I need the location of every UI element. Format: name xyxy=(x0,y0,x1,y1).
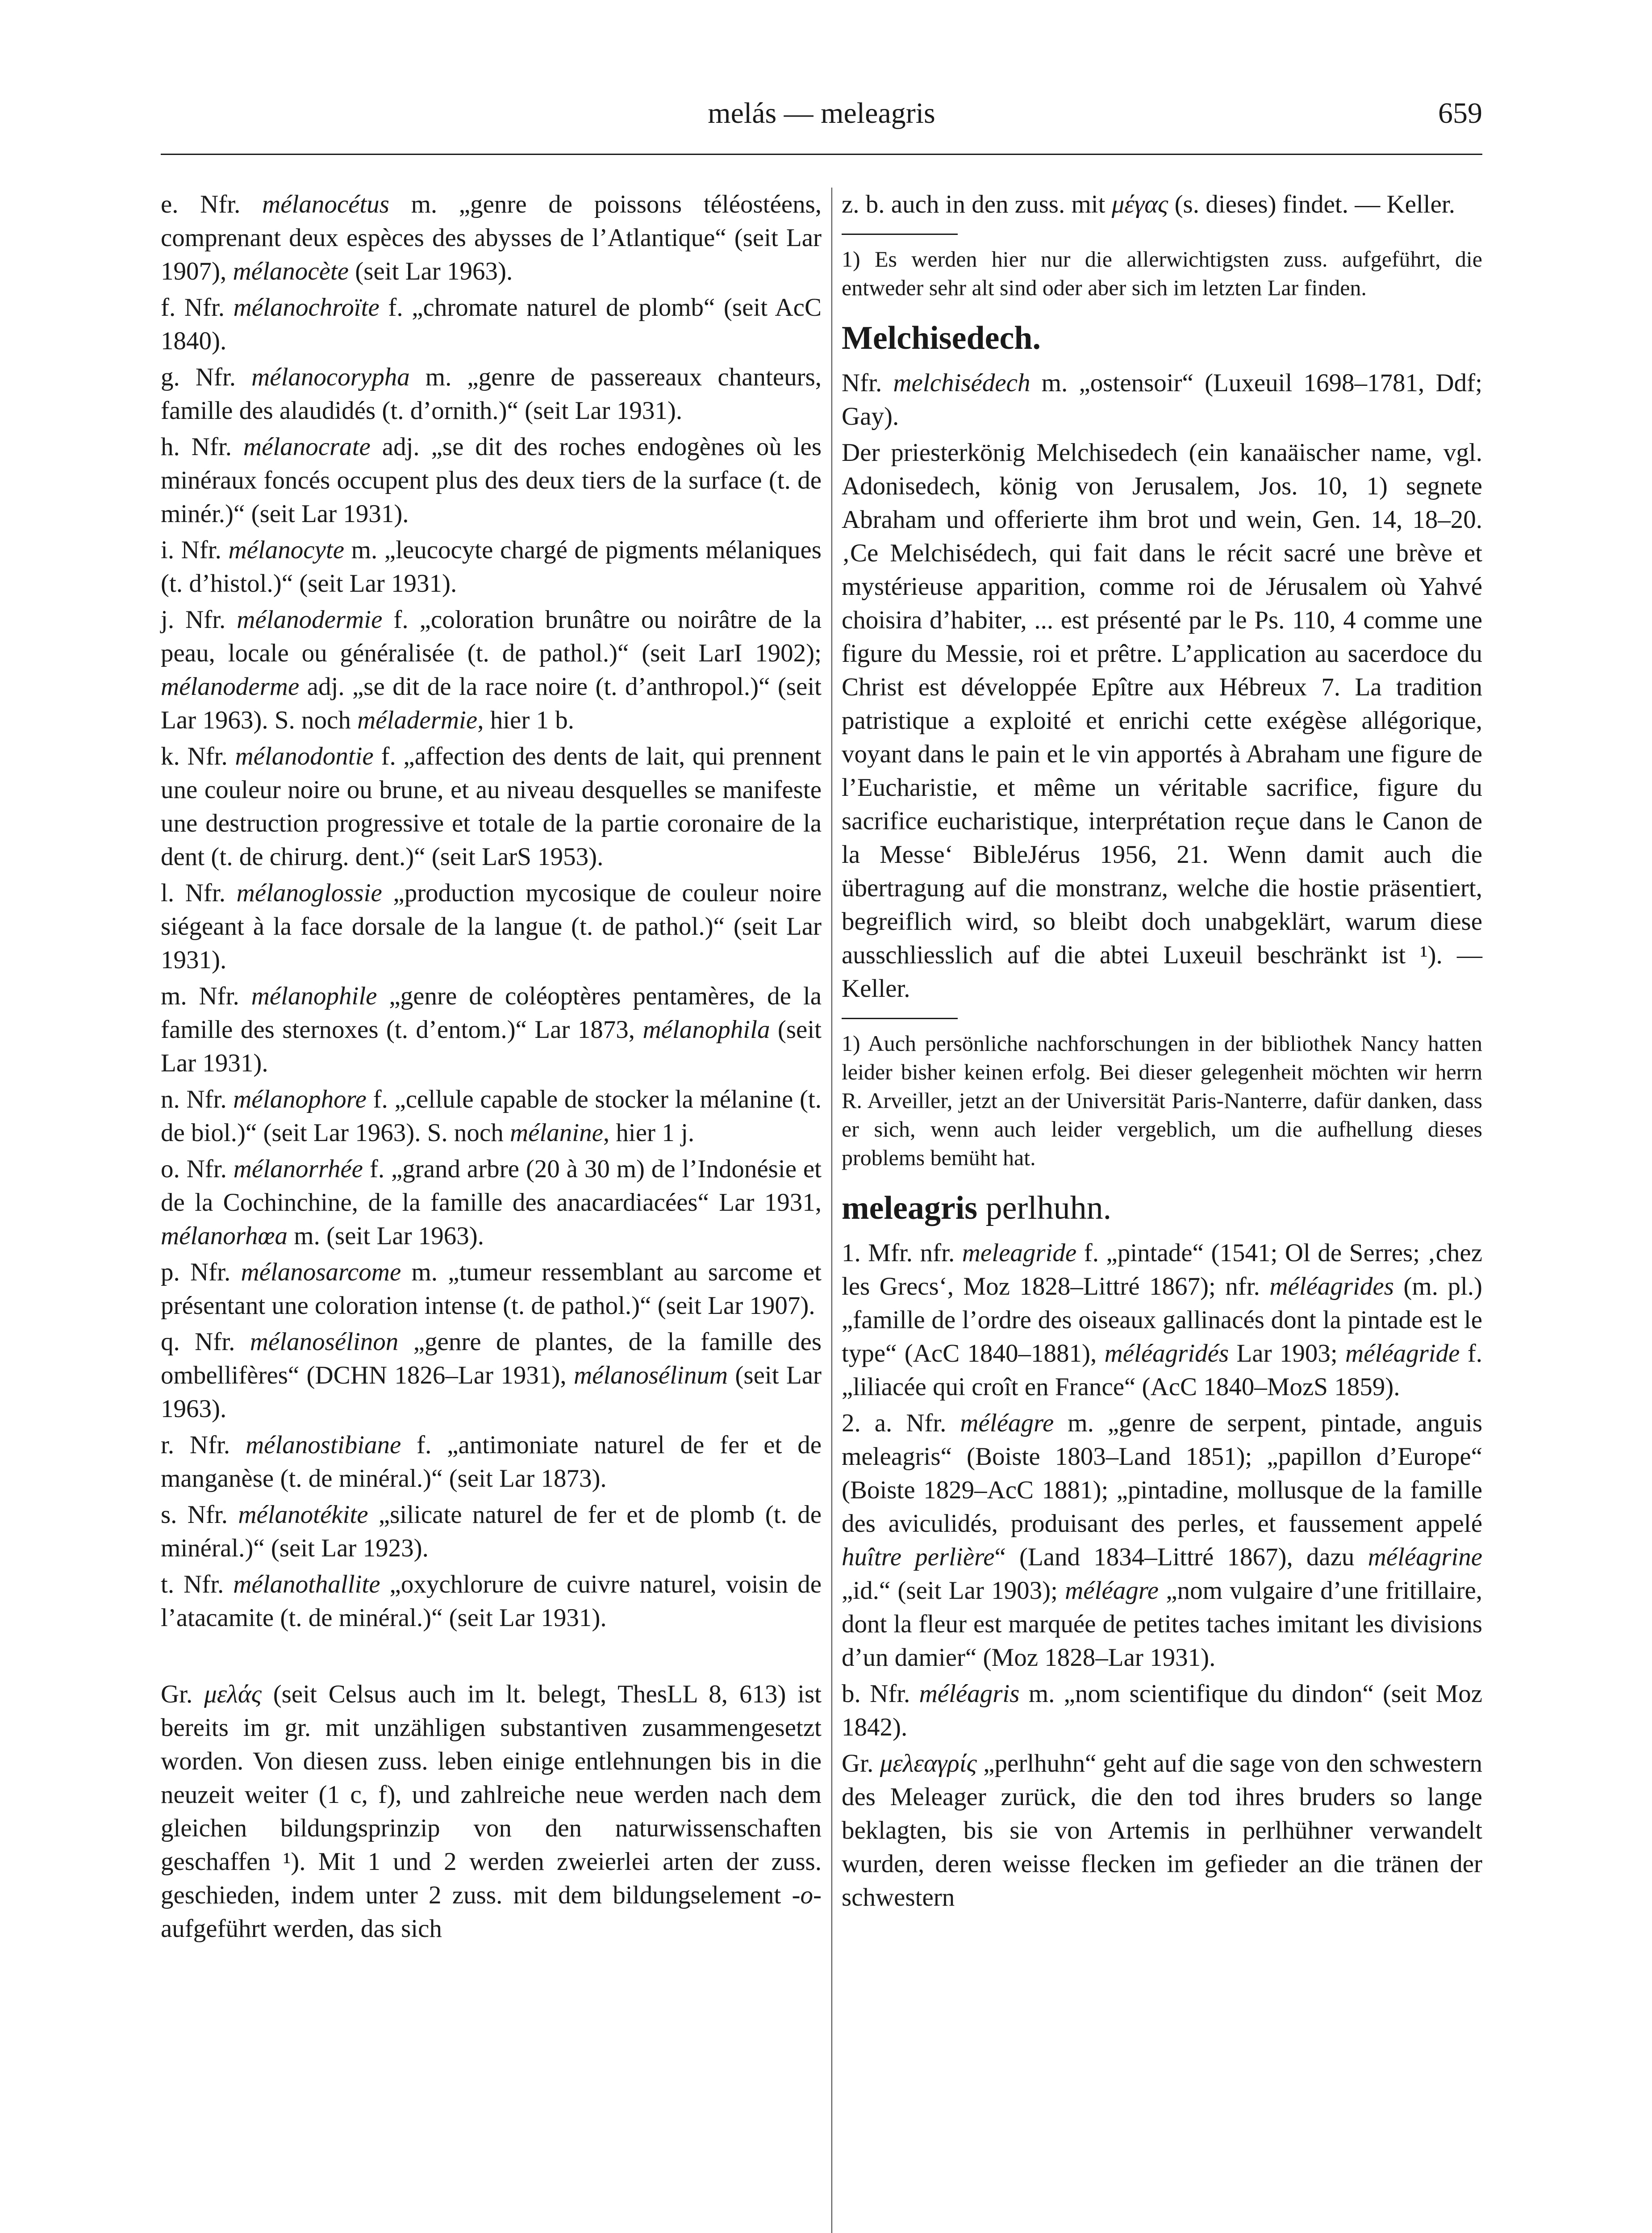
dictionary-entry: t. Nfr. mélanothallite „oxychlorure de cuivre naturel, voisin de l’atacamite (t. de minéral.)“ (seit Lar 1931). xyxy=(161,1570,822,1632)
headword: meleagris xyxy=(842,1190,978,1226)
dictionary-entry: m. Nfr. mélanophile „genre de coléoptères pentamères, de la famille des sternoxes (t. d’entom.)“ Lar 1873, mélanophila (seit Lar 1931). xyxy=(161,982,822,1077)
page-number: 659 xyxy=(1438,97,1482,130)
dictionary-entry: l. Nfr. mélanoglossie „production mycosique de couleur noire siégeant à la face dorsale de la langue (t. de pathol.)“ (seit Lar 1931). xyxy=(161,879,822,974)
dictionary-entry: i. Nfr. mélanocyte m. „leucocyte chargé de pigments mélaniques (t. d’histol.)“ (seit Lar 1931). xyxy=(161,536,822,598)
dictionary-entry: h. Nfr. mélanocrate adj. „se dit des roches endogènes où les minéraux foncés occupent plus des deux tiers de la surface (t. de minér.)“ (seit Lar 1931). xyxy=(161,433,822,528)
entry-heading-meleagris xyxy=(842,1188,1482,1228)
entry-paragraph: Der priesterkönig Melchisedech (ein kanaäischer name, vgl. Adonisedech, könig von Jerusalem, Jos. 10, 1) segnete Abraham und offerierte ihm brot und wein, Gen. 14, 18–20. ‚Ce Melchisédech, qui fait dans le récit sacré une brève et mystérieuse apparition, comme roi de Jérusalem où Yahvé choisira d’habiter, ... est présenté par le Ps. 110, 4 comme une figure du Messie, roi et prêtre. L’application au sacerdoce du Christ est développée Epître aux Hébreux 7. La tradition patristique a exploité et enrichi cette exégèse allégorique, voyant dans le pain et le vin apportés à Abraham une figure de l’Eucharistie, et même un véritable sacrifice, figure du sacrifice eucharistique, interprétation reçue dans le Canon de la Messe‘ BibleJérus 1956, 21. Wenn damit auch die übertragung auf die monstranz, welche die hostie präsentiert, begreiflich wird, so bleibt doch unabgeklärt, warum diese ausschliesslich auf die abtei Luxeuil beschränkt ist ¹). — Keller. xyxy=(842,439,1482,1003)
commentary-paragraph: Gr. μελάς (seit Celsus auch im lt. belegt, ThesLL 8, 613) ist bereits im gr. mit unzähligen substantiven zusammengesetzt worden. Von diesen zuss. leben einige entlehnungen bis in die neuzeit weiter (1 c, f), und zahlreiche neue werden nach dem gleichen bildungsprinzip von den naturwissenschaften geschaffen ¹). Mit 1 und 2 werden zweierlei arten der zuss. geschieden, indem unter 2 zuss. mit dem bildungselement -o- aufgeführt werden, das sich xyxy=(161,1680,822,1943)
header-rule xyxy=(161,154,1482,155)
headword-gloss: perlhuhn. xyxy=(985,1190,1112,1226)
column-divider xyxy=(831,188,832,2233)
footnote-rule xyxy=(842,1018,958,1019)
running-title: melás — meleagris xyxy=(708,97,935,130)
dictionary-entry: k. Nfr. mélanodontie f. „affection des dents de lait, qui prennent une couleur noire ou brune, et au niveau desquelles se manifeste une destruction progressive et totale de la partie coronaire de la dent (t. de chirurg. dent.)“ (seit LarS 1953). xyxy=(161,742,822,871)
continuation-paragraph: z. b. auch in den zuss. mit μέγας (s. dieses) findet. — Keller. xyxy=(842,190,1455,218)
dictionary-entry: e. Nfr. mélanocétus m. „genre de poissons téléostéens, comprenant deux espèces des abysses de l’Atlantique“ (seit Lar 1907), mélanocète (seit Lar 1963). xyxy=(161,190,822,285)
dictionary-entry: j. Nfr. mélanodermie f. „coloration brunâtre ou noirâtre de la peau, locale ou généralisée (t. de pathol.)“ (seit LarI 1902); mélanoderme adj. „se dit de la race noire (t. d’anthropol.)“ (seit Lar 1963). S. noch méladermie, hier 1 b. xyxy=(161,606,822,734)
entry-list xyxy=(161,188,822,1635)
right-column xyxy=(842,188,1482,1917)
entry-paragraph: Gr. μελεαγρίς „perlhuhn“ geht auf die sage von den schwestern des Meleager zurück, die den tod ihres bruders so lange beklagten, bis sie von Artemis in perlhühner verwandelt wurden, deren weisse flecken im gefieder an die tränen der schwestern xyxy=(842,1749,1483,1911)
footnote: 1) Auch persönliche nachforschungen in der bibliothek Nancy hatten leider bisher keinen erfolg. Bei dieser gelegenheit möchten wir herrn R. Arveiller, jetzt an der Universität Paris-Nanterre, dafür danken, dass er sich, wenn auch leider vergeblich, um die aufhellung dieses problems bemüht hat. xyxy=(842,1031,1482,1170)
melchisedech-body xyxy=(842,366,1482,1005)
dictionary-entry: f. Nfr. mélanochroïte f. „chromate naturel de plomb“ (seit AcC 1840). xyxy=(161,293,822,355)
entry-paragraph: 2. a. Nfr. méléagre m. „genre de serpent, pintade, anguis meleagris“ (Boiste 1803–Land 1851); „papillon d’Europe“ (Boiste 1829–AcC 1881); „pintadine, mollusque de la famille des aviculidés, produisant des perles, et faussement appelé huître perlière“ (Land 1834–Littré 1867), dazu méléagrine „id.“ (seit Lar 1903); méléagre „nom vulgaire d’une fritillaire, dont la fleur est marquée de petites taches imitant les divisions d’un damier“ (Moz 1828–Lar 1931). xyxy=(842,1409,1483,1672)
dictionary-entry: g. Nfr. mélanocorypha m. „genre de passereaux chanteurs, famille des alaudidés (t. d’ornith.)“ (seit Lar 1931). xyxy=(161,363,822,425)
entry-heading-melchisedech: Melchisedech. xyxy=(842,320,1041,356)
spacer xyxy=(161,1637,822,1677)
dictionary-entry: r. Nfr. mélanostibiane f. „antimoniate naturel de fer et de manganèse (t. de minéral.)“ (seit Lar 1873). xyxy=(161,1431,822,1493)
page-header xyxy=(161,80,1482,147)
left-column xyxy=(161,188,822,1948)
dictionary-entry: s. Nfr. mélanotékite „silicate naturel de fer et de plomb (t. de minéral.)“ (seit Lar 1923). xyxy=(161,1501,822,1562)
entry-paragraph: Nfr. melchisédech m. „ostensoir“ (Luxeuil 1698–1781, Ddf; Gay). xyxy=(842,369,1482,431)
dictionary-entry: o. Nfr. mélanorrhée f. „grand arbre (20 à 30 m) de l’Indonésie et de la Cochinchine, de la famille des anacardiacées“ Lar 1931, mélanorhœa m. (seit Lar 1963). xyxy=(161,1155,822,1250)
entry-paragraph: 1. Mfr. nfr. meleagride f. „pintade“ (1541; Ol de Serres; ‚chez les Grecs‘, Moz 1828–Littré 1867); nfr. méléagrides (m. pl.) „famille de l’ordre des oiseaux gallinacés dont la pintade est le type“ (AcC 1840–1881), méléagridés Lar 1903; méléagride f. „liliacée qui croît en France“ (AcC 1840–MozS 1859). xyxy=(842,1239,1483,1401)
dictionary-entry: p. Nfr. mélanosarcome m. „tumeur ressemblant au sarcome et présentant une coloration intense (t. de pathol.)“ (seit Lar 1907). xyxy=(161,1258,822,1320)
dictionary-entry: q. Nfr. mélanosélinon „genre de plantes, de la famille des ombellifères“ (DCHN 1826–Lar 1931), mélanosélinum (seit Lar 1963). xyxy=(161,1328,822,1423)
entry-paragraph: b. Nfr. méléagris m. „nom scientifique du dindon“ (seit Moz 1842). xyxy=(842,1680,1482,1741)
meleagris-body xyxy=(842,1236,1482,1914)
dictionary-entry: n. Nfr. mélanophore f. „cellule capable de stocker la mélanine (t. de biol.)“ (seit Lar 1963). S. noch mélanine, hier 1 j. xyxy=(161,1085,822,1147)
footnote: 1) Es werden hier nur die allerwichtigsten zuss. aufgeführt, die entweder sehr alt sind oder aber sich im letzten Lar finden. xyxy=(842,247,1482,300)
footnote-rule xyxy=(842,234,958,235)
